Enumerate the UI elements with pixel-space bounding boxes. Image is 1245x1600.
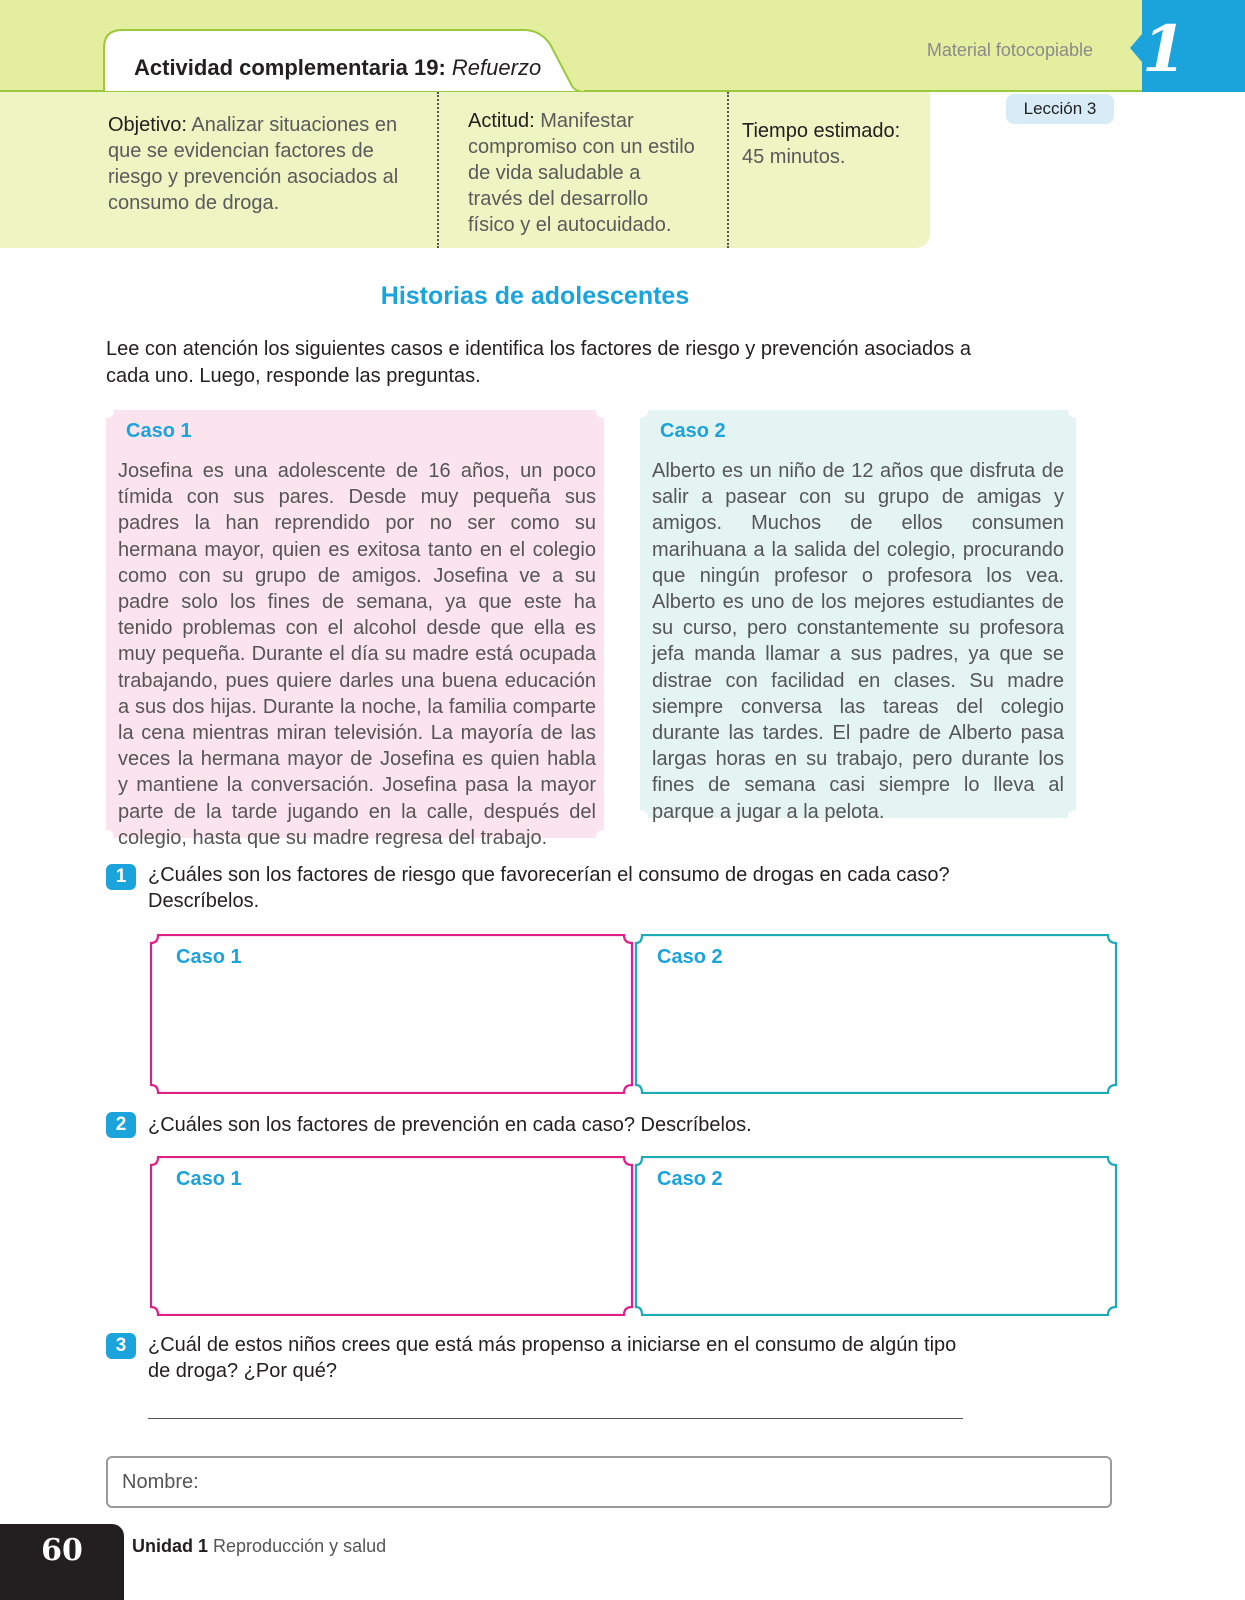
case-2-label: Caso 2 bbox=[660, 420, 726, 442]
actitud-block bbox=[468, 108, 698, 238]
name-field[interactable] bbox=[106, 1456, 1112, 1508]
tiempo-label: Tiempo estimado: bbox=[742, 120, 901, 142]
footer-unit-label: Unidad 1 bbox=[132, 1536, 209, 1556]
lesson-badge: Lección 3 bbox=[1006, 94, 1114, 124]
case-2-text: Alberto es un niño de 12 años que disfruta de salir a pasear con su grupo de amigas y amigos. Muchos de ellos consumen marihuana a la salida del colegio, procurando que ningún profesor o profesora los vea. Alberto es uno de los mejores estudiantes de su curso, pero constantemente su profesora jefa manda llamar a sus padres, ya que se distrae con facilidad en clases. Su madre siempre conversa las tareas del colegio durante las tardes. El padre de Alberto pasa largas horas en su trabajo, pero durante los fines de semana casi siempre lo lleva al parque a jugar a la pelota. bbox=[652, 460, 1064, 823]
answer-2-case-2-label: Caso 2 bbox=[657, 1168, 723, 1190]
info-box bbox=[0, 92, 930, 248]
info-divider bbox=[727, 92, 729, 248]
intro-text: Lee con atención los siguientes casos e identifica los factores de riesgo y prevención asociados a cada uno. Luego, responde las preguntas. bbox=[106, 338, 971, 387]
actitud-text: Manifestar compromiso con un estilo de vida saludable a través del desarrollo físico y el autocuidado. bbox=[468, 110, 695, 236]
case-1-text: Josefina es una adolescente de 16 años, un poco tímida con sus pares. Desde muy pequeña sus padres la han reprendido por no ser como su hermana mayor, quien es exitosa tanto en el colegio como con su grupo de amigos. Josefina ve a su padre solo los fines de semana, ya que este ha tenido problemas con el alcohol desde que ella es muy pequeña. Durante el día su madre está ocupada trabajando, pues quiere darles una buena educación a sus dos hijas. Durante la noche, la familia comparte la cena mientras miran televisión. La mayoría de las veces la hermana mayor de Josefina es quien habla y mantiene la conversación. Josefina pasa la mayor parte de la tarde jugando en la calle, después del colegio, hasta que su madre regresa del trabajo. bbox=[118, 460, 596, 849]
answer-1-case-1-label: Caso 1 bbox=[176, 946, 242, 968]
activity-title bbox=[134, 55, 541, 81]
case-1-box bbox=[106, 410, 604, 849]
objetivo-text: Analizar situaciones en que se evidencian factores de riesgo y prevención asociados al consumo de droga. bbox=[108, 114, 399, 214]
question-3-number: 3 bbox=[106, 1333, 136, 1359]
question-2-text: ¿Cuáles son los factores de prevención en cada caso? Descríbelos. bbox=[148, 1114, 752, 1136]
objetivo-block bbox=[108, 112, 408, 216]
actitud-label: Actitud: bbox=[468, 110, 535, 132]
info-divider bbox=[437, 92, 439, 248]
footer-unit-title: Reproducción y salud bbox=[213, 1536, 387, 1556]
question-2-number: 2 bbox=[106, 1112, 136, 1138]
question-2-answer-boxes[interactable] bbox=[150, 1156, 1118, 1316]
objetivo-label: Objetivo: bbox=[108, 114, 187, 136]
activity-title-sub: Refuerzo bbox=[451, 55, 542, 80]
question-1-text: ¿Cuáles son los factores de riesgo que favorecerían el consumo de drogas en cada caso? Descríbelos. bbox=[148, 864, 950, 912]
name-label: Nombre: bbox=[122, 1471, 199, 1493]
case-2-box bbox=[640, 410, 1076, 823]
page-number: 60 bbox=[41, 1533, 83, 1568]
material-label: Material fotocopiable bbox=[926, 40, 1093, 60]
question-3-answer-line[interactable] bbox=[148, 1418, 963, 1419]
question-3-text: ¿Cuál de estos niños crees que está más propenso a iniciarse en el consumo de algún tipo de droga? ¿Por qué? bbox=[148, 1334, 957, 1382]
activity-title-main: Actividad complementaria 19: bbox=[134, 55, 446, 80]
answer-2-case-1-label: Caso 1 bbox=[176, 1168, 242, 1190]
question-1-answer-boxes[interactable] bbox=[150, 934, 1118, 1094]
answer-1-case-2-label: Caso 2 bbox=[657, 946, 723, 968]
section-title: Historias de adolescentes bbox=[380, 282, 690, 310]
unit-number: 1 bbox=[1142, 12, 1187, 87]
question-1-number: 1 bbox=[106, 864, 136, 890]
footer-unit bbox=[132, 1536, 386, 1557]
case-1-label: Caso 1 bbox=[126, 420, 192, 442]
tiempo-text: 45 minutos. bbox=[742, 146, 846, 168]
tiempo-block bbox=[742, 118, 922, 170]
